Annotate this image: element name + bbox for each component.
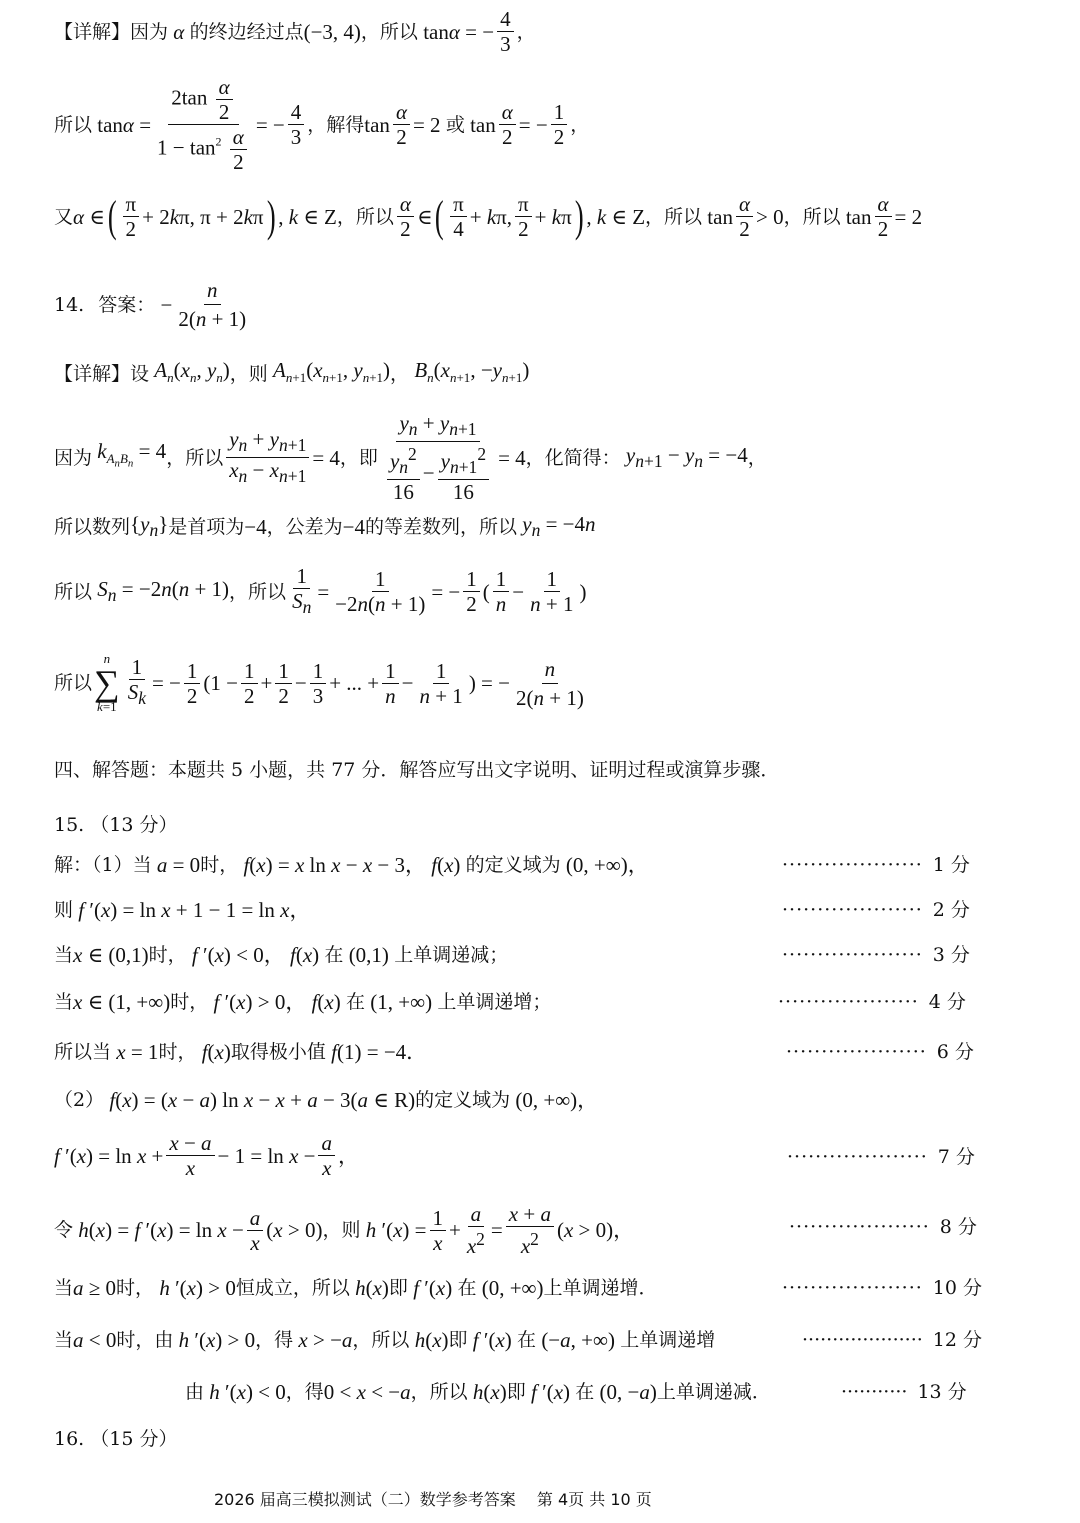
q15-step-5: 所以当 x = 1 时， f(x) 取得极小值 f(1) = −4． bbox=[54, 1040, 428, 1064]
answer-14: 14. 答案： − $\frac{n}{2(n + 1)}$ bbox=[54, 278, 247, 331]
q15-step-11: 由 h ′(x) < 0 ，得 0 < x < −a ，所以 h(x) 即 f ′(x) 在 (0, −a) 上单调递减． bbox=[185, 1380, 771, 1404]
solution-13-line2: 所以 tanα = 2tan $\frac{\alpha}{2}$ $1 - \tan^2$ $\frac{\alpha}{2}$ = − $\frac{4}{3}$ ，解得 tan $\frac{\alpha}{2}$ = 2 或 tan $\frac{\alpha}{2}$ = − $\frac{1}{2}$ ， bbox=[54, 75, 590, 174]
solution-13-line3: 又 α ∈ ( π 2 + 2kπ, π + 2kπ ) , k ∈ Z ，所以 α 2 ∈ ( π 4 + kπ, π 2 + kπ ) , k ∈ Z ，所以 tan α 2 > 0 ，所以 tan $\frac{\alpha}{2}$ = 2 bbox=[54, 191, 923, 241]
score-marker: ···················· 12 分 bbox=[802, 1329, 983, 1351]
section-4-heading: 四、解答题：本题共 5 小题，共 77 分．解答应写出文字说明、证明过程或演算步骤． bbox=[54, 759, 780, 781]
solution-14-line3: 所以数列 $\{y_n\}$ 是首项为 −4 ，公差为 −4 的等差数列，所以 $y_n = -4n$ bbox=[54, 512, 596, 541]
score-marker: ···················· 6 分 bbox=[786, 1041, 974, 1063]
score-marker: ···················· 1 分 bbox=[782, 854, 970, 876]
q15-step-4: 当 x ∈ (1, +∞) 时， f ′(x) > 0， f(x) 在 (1, +∞) 上单调递增； bbox=[54, 990, 552, 1014]
solution-14-detail-line1: 【详解】 设 $A_n(x_n$, $y_n$) ，则 $A_{n+1}(x_{n+1}$, $y_{n+1}$) ， $B_n(x_{n+1}$, $-y_{n+1}$) bbox=[54, 358, 530, 385]
score-marker: ···················· 3 分 bbox=[782, 944, 970, 966]
q15-part-2: （2） f(x) = (x − a) ln x − x + a − 3(a ∈ R) 的定义域为 (0, +∞)， bbox=[54, 1088, 599, 1112]
q15-step-8: 令 h(x) = f ′(x) = ln x − $\frac{a}{x}$ (x > 0) ，则 h ′(x) = $\frac{1}{x}$ + $\frac{a}{x^2}$ = $\frac{x + a}{x^2}$ (x > 0)， bbox=[54, 1202, 635, 1258]
q15-step-3: 当 x ∈ (0,1) 时， f ′(x) < 0， f(x) 在 (0,1) 上单调递减； bbox=[54, 943, 509, 967]
page-footer bbox=[214, 1487, 668, 1510]
score-marker: ···················· 8 分 bbox=[789, 1216, 977, 1238]
page-number: 第 4页 共 10 页 bbox=[536, 1490, 652, 1509]
score-marker: ···················· 7 分 bbox=[787, 1146, 975, 1168]
q15-step-10: 当 a < 0 时，由 h ′(x) > 0 ，得 x > −a ，所以 h(x) 即 f ′(x) 在 (−a, +∞) 上单调递增 bbox=[54, 1328, 716, 1352]
q15-step-7: f ′(x) = ln x + $\frac{x - a}{x}$ − 1 = ln x − $\frac{a}{x}$ ， bbox=[54, 1131, 359, 1180]
score-marker: ···················· 2 分 bbox=[782, 899, 970, 921]
score-marker: ···················· 4 分 bbox=[778, 991, 966, 1013]
detail-tag: 【详解】 bbox=[54, 363, 131, 385]
score-marker: ··········· 13 分 bbox=[841, 1381, 967, 1403]
score-marker: ···················· 10 分 bbox=[782, 1277, 983, 1299]
solution-14-line5: 所以 n ∑ k=1 $\frac{1}{S_k}$ = − $\frac{1}{2}$ (1 − $\frac{1}{2}$ + $\frac{1}{2}$ − $\frac{1}{3}$ + ... + $\frac{1}{n}$ − $\frac{1}{n + 1}$ ) = − $\frac{n}{2(n + 1)}$ bbox=[54, 651, 584, 714]
question-16-heading: 16. （15 分） bbox=[54, 1428, 178, 1450]
q15-step-1: 解：（1）当 a = 0 时， f(x) = x ln x − x − 3， f(x) 的定义域为 (0, +∞)， bbox=[54, 853, 649, 877]
solution-14-line2: 因为 $k_{A_nB_n} = 4$ ，所以 $\frac{y_n + y_{n+1}}{x_n - x_{n+1}}$ = 4 ，即 $y_n + y_{n+1}$ $y_n^2$ 16 − $y_{n+1}^2$ 16 = 4 ，化简得： $y_{n+1} - y_n = -4$ ， bbox=[54, 411, 767, 505]
question-number: 14. bbox=[54, 293, 85, 316]
footer-title: 2026 届高三模拟测试（二）数学参考答案 bbox=[214, 1490, 516, 1509]
question-15-heading: 15. （13 分） bbox=[54, 814, 178, 836]
solution-14-line4: 所以 $S_n = -2n(n + 1)$ ，所以 $\frac{1}{S_n}$ = $\frac{1}{-2n(n + 1)}$ = − $\frac{1}{2}$ ( 1 n − $\frac{1}{n + 1}$ ) bbox=[54, 564, 587, 618]
q15-step-9: 当 a ≥ 0 时， h ′(x) > 0 恒成立，所以 h(x) 即 f ′(x) 在 (0, +∞) 上单调递增． bbox=[54, 1276, 658, 1300]
q15-step-2: 则 f ′(x) = ln x + 1 − 1 = ln x， bbox=[54, 898, 311, 922]
solution-13-detail-line1: 【详解】 因为 α 的终边经过点 (−3, 4) ，所以 tanα = − $\frac{4}{3}$ ， bbox=[54, 7, 536, 56]
detail-tag: 【详解】 bbox=[54, 20, 131, 43]
